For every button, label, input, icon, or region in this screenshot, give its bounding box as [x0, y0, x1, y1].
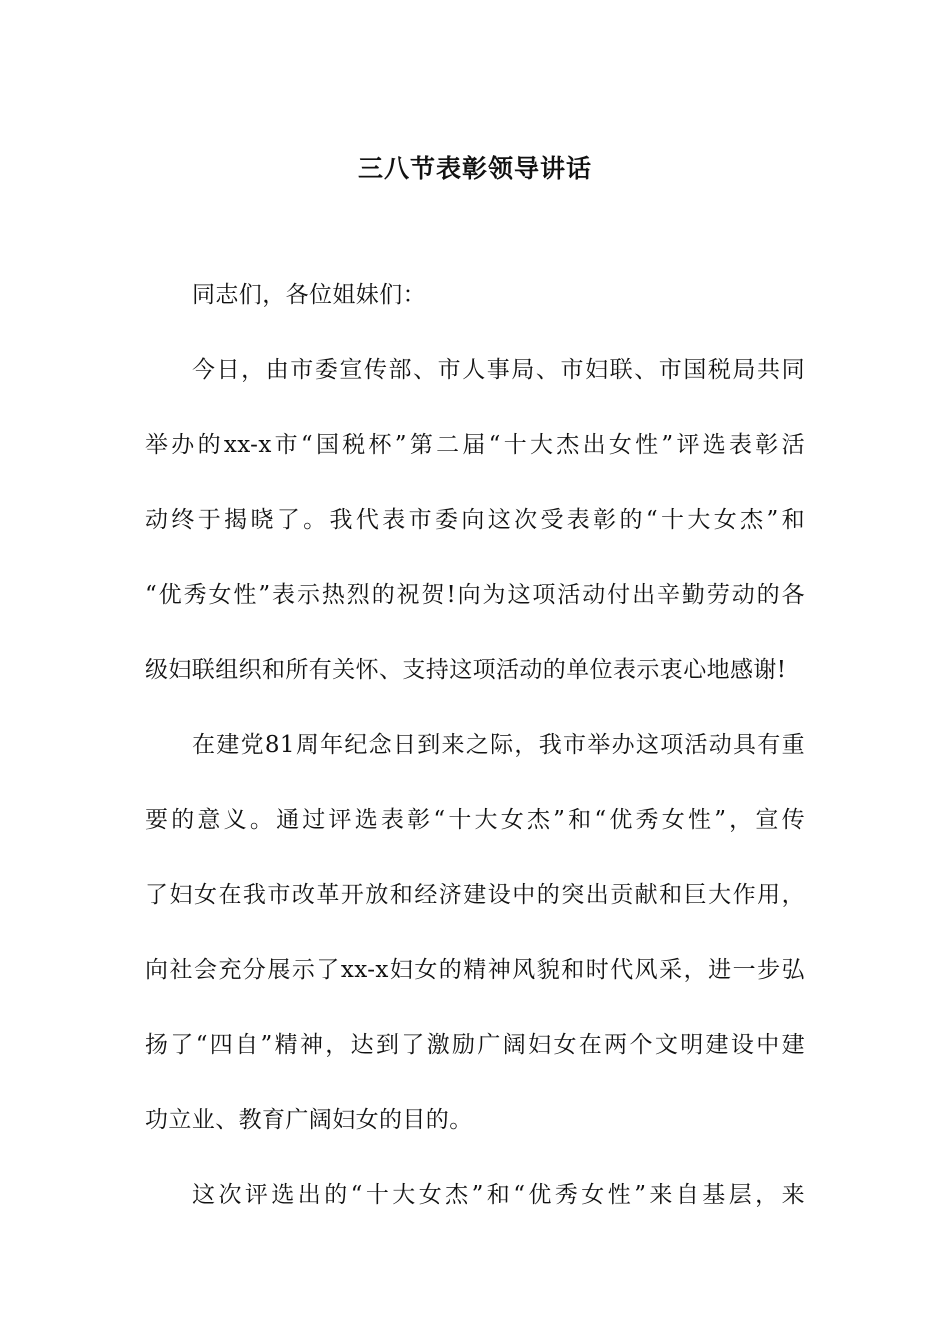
body-line: 要的意义。通过评选表彰“十大女杰”和“优秀女性”，宣传: [145, 807, 805, 833]
body-line: 级妇联组织和所有关怀、支持这项活动的单位表示衷心地感谢!: [145, 657, 787, 683]
body-line: 举办的xx-x市“国税杯”第二届“十大杰出女性”评选表彰活: [145, 432, 805, 458]
body-line: 扬了“四自”精神，达到了激励广阔妇女在两个文明建设中建: [145, 1032, 805, 1058]
document-body: [145, 258, 805, 1233]
body-line: 功立业、教育广阔妇女的目的。: [145, 1107, 473, 1133]
body-line: 同志们，各位姐妹们：: [192, 282, 426, 308]
body-line: 这次评选出的“十大女杰”和“优秀女性”来自基层，来: [192, 1182, 805, 1208]
body-line: 动终于揭晓了。我代表市委向这次受表彰的“十大女杰”和: [145, 507, 805, 533]
body-line: 在建党81周年纪念日到来之际，我市举办这项活动具有重: [192, 732, 805, 758]
body-line: 了妇女在我市改革开放和经济建设中的突出贡献和巨大作用，: [145, 882, 805, 908]
body-line: 今日，由市委宣传部、市人事局、市妇联、市国税局共同: [192, 357, 805, 383]
body-line: 向社会充分展示了xx-x妇女的精神风貌和时代风采，进一步弘: [145, 957, 805, 983]
body-line: “优秀女性”表示热烈的祝贺!向为这项活动付出辛勤劳动的各: [145, 582, 805, 608]
document-title: 三八节表彰领导讲话: [357, 153, 592, 183]
